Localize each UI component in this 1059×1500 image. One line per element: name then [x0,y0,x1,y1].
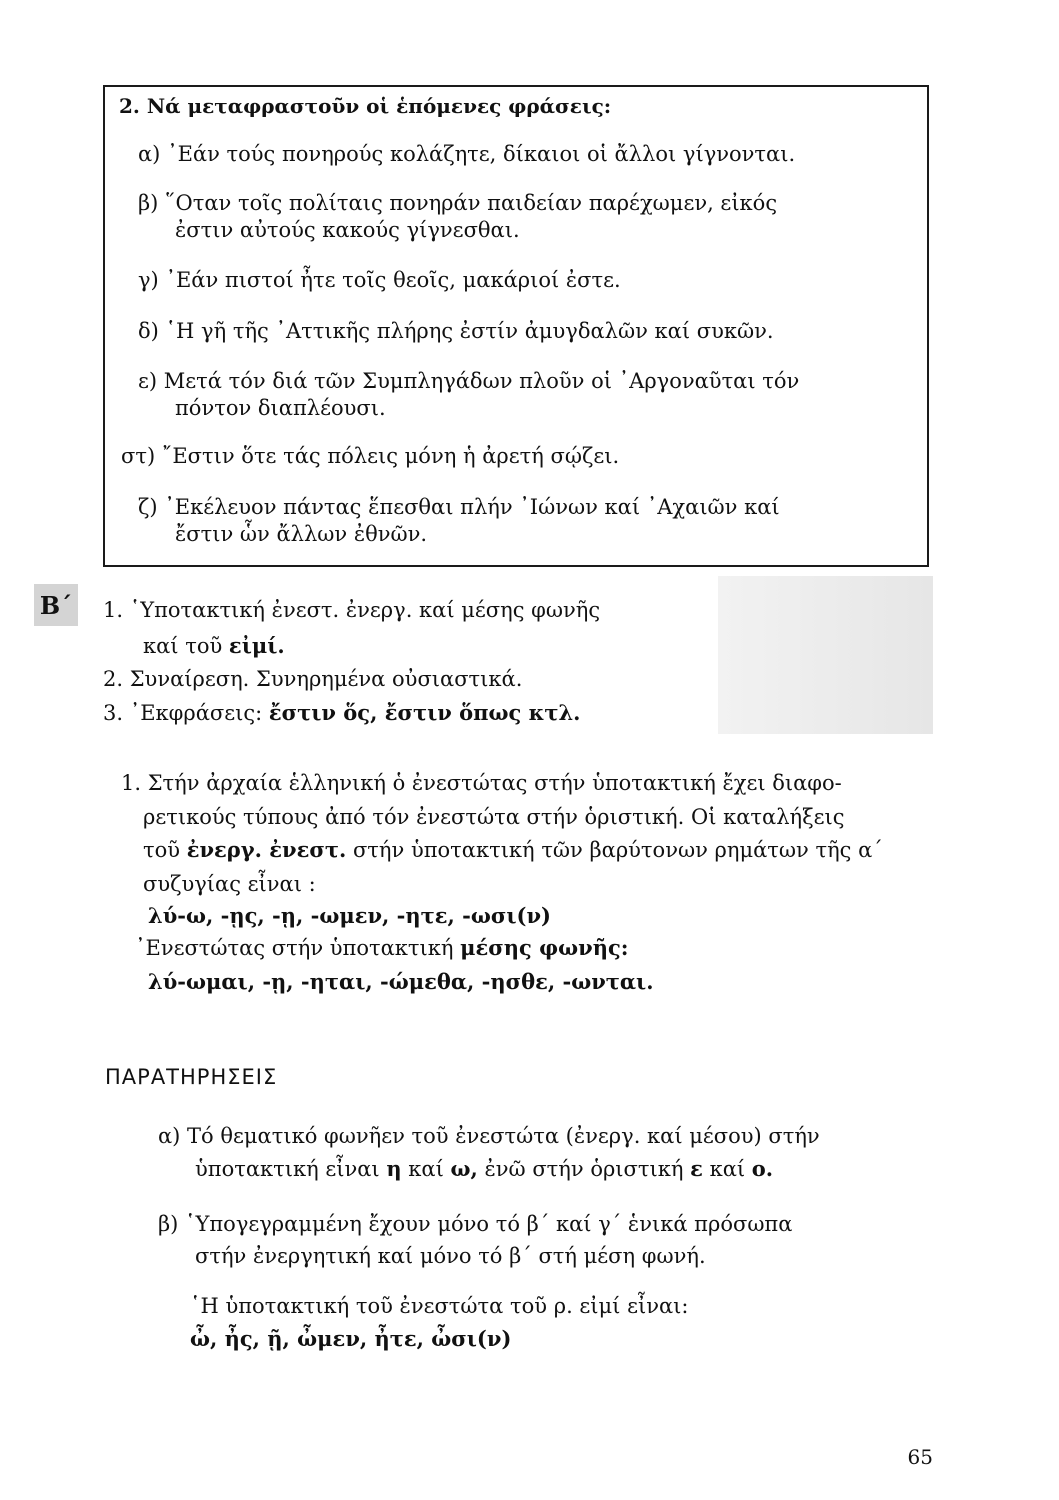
exercise-item-a [138,141,795,168]
exercise-item-d [138,318,774,345]
item-line: ᾿Εκέλευον πάντας ἕπεσθαι πλήν ᾿Ιώνων καί ᾿Αχαιῶν καί [164,495,780,519]
item-label: β) [138,191,159,215]
item-label: στ) [121,444,156,468]
topic-2: 2. Συναίρεση. Συνηρημένα οὐσιαστικά. [103,667,523,691]
exercise-item-e [138,368,799,422]
exercise-item-c [138,267,621,294]
section-badge: Β΄ [34,584,78,626]
middle-endings: λύ-ωμαι, -ῃ, -ηται, -ώμεθα, -ησθε, -ωνται. [148,969,654,994]
item-line: ῞Οταν τοῖς πολίταις πονηράν παιδείαν παρέχωμεν, εἰκός [165,191,778,215]
exercise-title: 2. Νά μεταφραστοῦν οἱ ἑπόμενες φράσεις: [119,94,612,118]
active-endings: λύ-ω, -ῃς, -ῃ, -ωμεν, -ητε, -ωσι(ν) [148,903,551,928]
body-line-6: ᾿Ενεστώτας στήν ὑποτακτική μέσης φωνῆς: [135,935,629,960]
item-line: ᾿Εάν πιστοί ἦτε τοῖς θεοῖς, μακάριοί ἐστε. [165,268,621,292]
eimi-forms: ὦ, ἦς, ῇ, ὦμεν, ἦτε, ὦσι(ν) [190,1326,512,1351]
observation-b-line-1: β) ῾Υπογεγραμμένη ἔχουν μόνο τό β΄ καί γ΄ ἑνικά πρόσωπα [158,1212,793,1236]
observation-a-line-2: ὑποτακτική εἶναι η καί ω, ἐνῶ στήν ὁριστική ε καί ο. [195,1156,774,1181]
topic-1-cont: καί τοῦ εἰμί. [143,633,285,658]
topic-1: 1. ῾Υποτακτική ἐνεστ. ἐνεργ. καί μέσης φωνῆς [103,598,601,622]
exercise-item-b [138,190,777,244]
observation-b-line-2: στήν ἐνεργητική καί μόνο τό β΄ στή μέση φωνή. [195,1244,706,1268]
observation-a-line-1: α) Τό θεματικό φωνῆεν τοῦ ἐνεστώτα (ἐνεργ. καί μέσου) στήν [158,1124,820,1148]
item-label: α) [138,142,161,166]
item-label: δ) [138,319,159,343]
body-line-2: ρετικούς τύπους ἀπό τόν ἐνεστώτα στήν ὁριστική. Οἱ καταλήξεις [143,805,845,829]
exercise-item-st [121,443,619,470]
item-label: γ) [138,268,159,292]
body-line-4: συζυγίας εἶναι : [143,872,316,896]
topic-3: 3. ᾿Εκφράσεις: ἔστιν ὅς, ἔστιν ὅπως κτλ. [103,700,581,725]
item-line: ἐστιν αὐτούς κακούς γίγνεσθαι. [175,218,520,242]
item-line: Μετά τόν διά τῶν Συμπληγάδων πλοῦν οἱ ᾿Αργοναῦται τόν [163,369,800,393]
page-number: 65 [907,1445,933,1469]
item-line: ῾Η γῆ τῆς ᾿Αττικῆς πλήρης ἐστίν ἀμυγδαλῶν καί συκῶν. [165,319,774,343]
item-line: πόντον διαπλέουσι. [175,396,386,420]
body-line-1: 1. Στήν ἀρχαία ἑλληνική ὁ ἐνεστώτας στήν ὑποτακτική ἔχει διαφο- [121,771,842,795]
item-line: ᾿Εάν τούς πονηρούς κολάζητε, δίκαιοι οἱ ἄλλοι γίγνονται. [167,142,796,166]
observations-heading: ΠΑΡΑΤΗΡΗΣΕΙΣ [105,1065,278,1089]
body-line-3: τοῦ ἐνεργ. ἐνεστ. στήν ὑποτακτική τῶν βαρύτονων ρημάτων τῆς α΄ [143,837,883,862]
exercise-item-z [138,494,780,548]
item-line: ἔστιν ὧν ἄλλων ἐθνῶν. [175,522,428,546]
observation-b-line-3: ῾Η ὑποτακτική τοῦ ἐνεστώτα τοῦ ρ. εἰμί εἶναι: [190,1294,689,1318]
item-label: ζ) [138,495,158,519]
item-line: ῎Εστιν ὅτε τάς πόλεις μόνη ἡ ἀρετή σῴζει. [161,444,620,468]
scan-shade [718,576,933,734]
item-label: ε) [138,369,158,393]
